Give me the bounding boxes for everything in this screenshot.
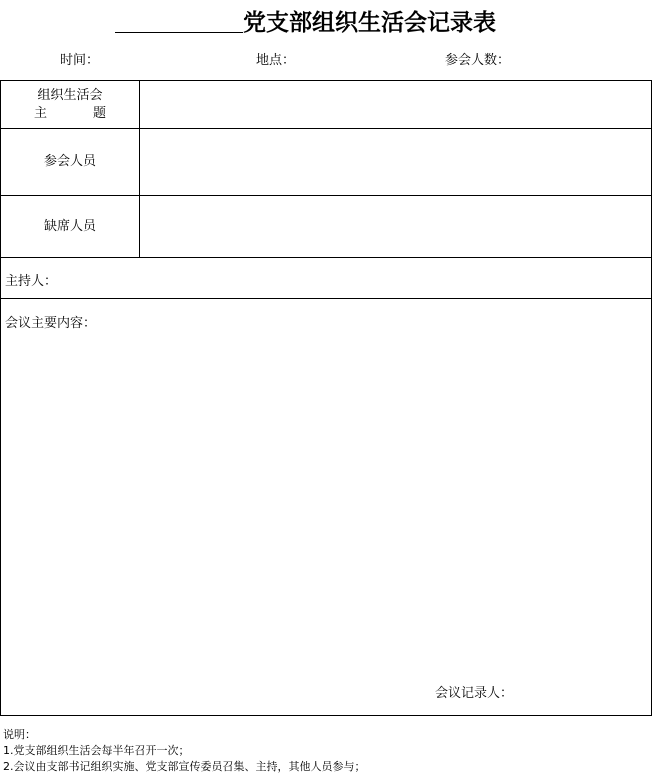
notes-item: 1.党支部组织生活会每半年召开一次；	[3, 744, 190, 757]
host-label: 主持人：	[5, 274, 58, 289]
topic-label-char-b: 题	[92, 105, 106, 121]
topic-label-line2	[34, 105, 106, 123]
topic-label-cell	[1, 81, 139, 128]
attendees-field[interactable]	[140, 129, 651, 195]
notes-item: 2.会议由支部书记组织实施、党支部宣传委员召集、主持，其他人员参与；	[3, 760, 366, 773]
document-title	[0, 4, 653, 34]
attendees-label: 参会人员	[43, 154, 96, 169]
topic-label	[34, 87, 106, 123]
row-divider	[1, 298, 651, 299]
title-blank-line	[115, 32, 243, 33]
topic-label-char-a: 主	[34, 105, 48, 121]
record-form	[0, 80, 652, 716]
meta-time-label: 时间：	[60, 53, 100, 68]
content-label: 会议主要内容：	[5, 316, 97, 331]
title-text: 党支部组织生活会记录表	[243, 9, 496, 36]
topic-field[interactable]	[140, 81, 651, 128]
notes	[3, 727, 366, 775]
absentees-label: 缺席人员	[43, 218, 96, 234]
row-divider	[1, 257, 651, 258]
column-divider	[139, 81, 140, 257]
topic-label-line1: 组织生活会	[37, 87, 103, 103]
meta-place-label: 地点：	[256, 53, 296, 68]
meta-attendee-count-label: 参会人数：	[445, 53, 511, 68]
absentees-field[interactable]	[140, 196, 651, 257]
notes-heading: 说明：	[3, 728, 36, 741]
recorder-label: 会议记录人：	[435, 686, 514, 701]
